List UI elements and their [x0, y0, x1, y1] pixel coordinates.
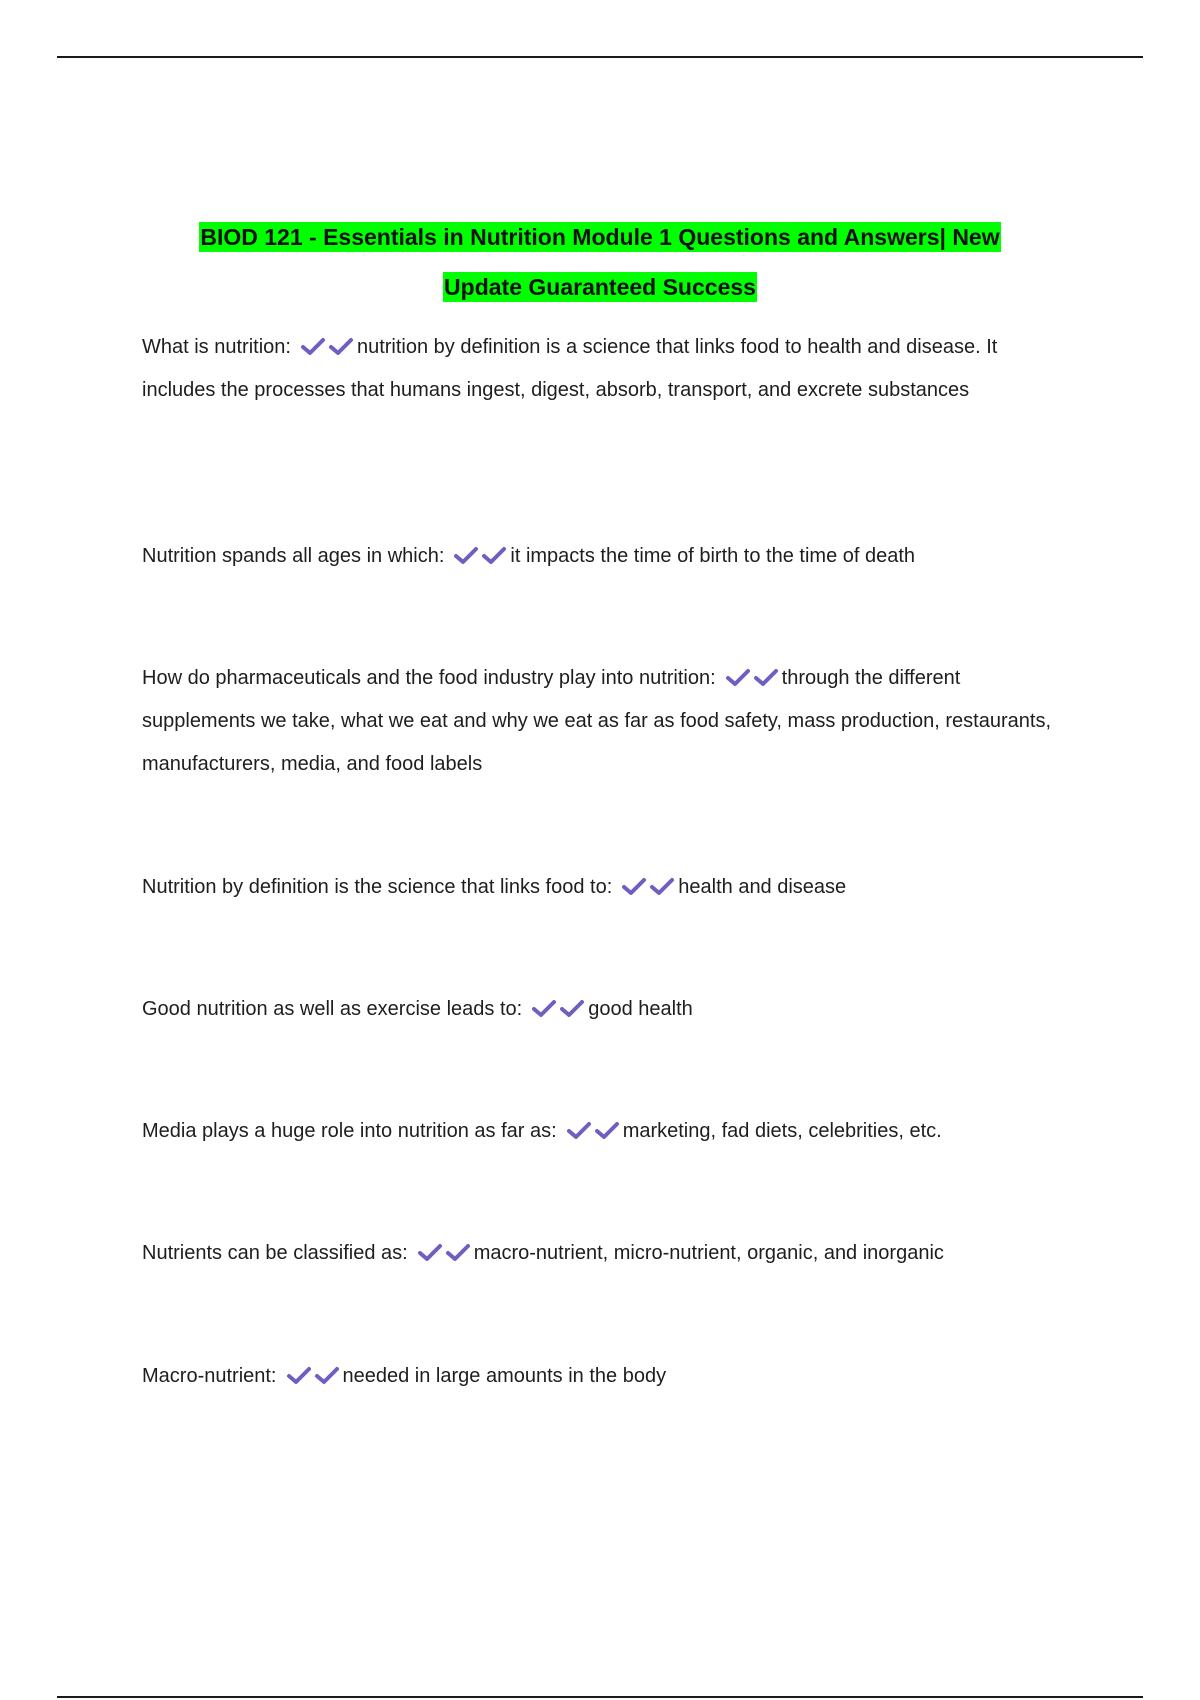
qa-answer: good health: [588, 998, 693, 1020]
checkmark-icon: [594, 1120, 620, 1140]
qa-item: [142, 535, 1072, 578]
footer-rule: [57, 1696, 1143, 1698]
checkmark-icon: [559, 998, 585, 1018]
qa-item: [142, 657, 1072, 786]
qa-question: Nutrients can be classified as:: [142, 1242, 408, 1264]
qa-item: [142, 1232, 1072, 1275]
checkmark-icon: [328, 336, 354, 356]
qa-question: Macro-nutrient:: [142, 1365, 277, 1387]
qa-item: [142, 1355, 1072, 1398]
checkmark-icon: [649, 876, 675, 896]
qa-item: [142, 988, 1072, 1031]
checkmark-icon: [566, 1120, 592, 1140]
qa-answer: health and disease: [678, 876, 847, 898]
qa-answer: marketing, fad diets, celebrities, etc.: [622, 1120, 942, 1142]
header-rule: [57, 56, 1143, 58]
qa-answer: needed in large amounts in the body: [342, 1365, 667, 1387]
title-line-1: BIOD 121 - Essentials in Nutrition Module 1 Questions and Answers| New: [200, 224, 1000, 250]
checkmark-icon: [531, 998, 557, 1018]
qa-question: Media plays a huge role into nutrition as far as:: [142, 1120, 557, 1142]
checkmark-icon: [314, 1365, 340, 1385]
qa-answer: it impacts the time of birth to the time of death: [510, 545, 916, 567]
checkmark-icon: [481, 545, 507, 565]
checkmark-icon: [753, 667, 779, 687]
qa-item: [142, 326, 1072, 412]
checkmark-icon: [445, 1242, 471, 1262]
checkmark-icon: [417, 1242, 443, 1262]
checkmark-icon: [621, 876, 647, 896]
qa-answer: nutrition by definition is a science that links food to health and disease. It includes the processes that humans ingest, digest, absorb, transport, and excrete substances: [142, 336, 998, 401]
qa-question: Good nutrition as well as exercise leads to:: [142, 998, 523, 1020]
qa-answer: macro-nutrient, micro-nutrient, organic, and inorganic: [473, 1242, 944, 1264]
qa-item: [142, 1110, 1072, 1153]
checkmark-icon: [300, 336, 326, 356]
title-line-2: Update Guaranteed Success: [444, 274, 756, 300]
document-title: [140, 212, 1060, 312]
qa-question: What is nutrition:: [142, 336, 291, 358]
checkmark-icon: [453, 545, 479, 565]
checkmark-icon: [286, 1365, 312, 1385]
checkmark-icon: [725, 667, 751, 687]
qa-question: Nutrition by definition is the science that links food to:: [142, 876, 613, 898]
qa-question: Nutrition spands all ages in which:: [142, 545, 445, 567]
qa-item: [142, 866, 1072, 909]
qa-answer: through the different supplements we take, what we eat and why we eat as far as food safety, mass production, restaurants, manufacturers, media, and food labels: [142, 667, 1051, 775]
qa-question: How do pharmaceuticals and the food industry play into nutrition:: [142, 667, 716, 689]
